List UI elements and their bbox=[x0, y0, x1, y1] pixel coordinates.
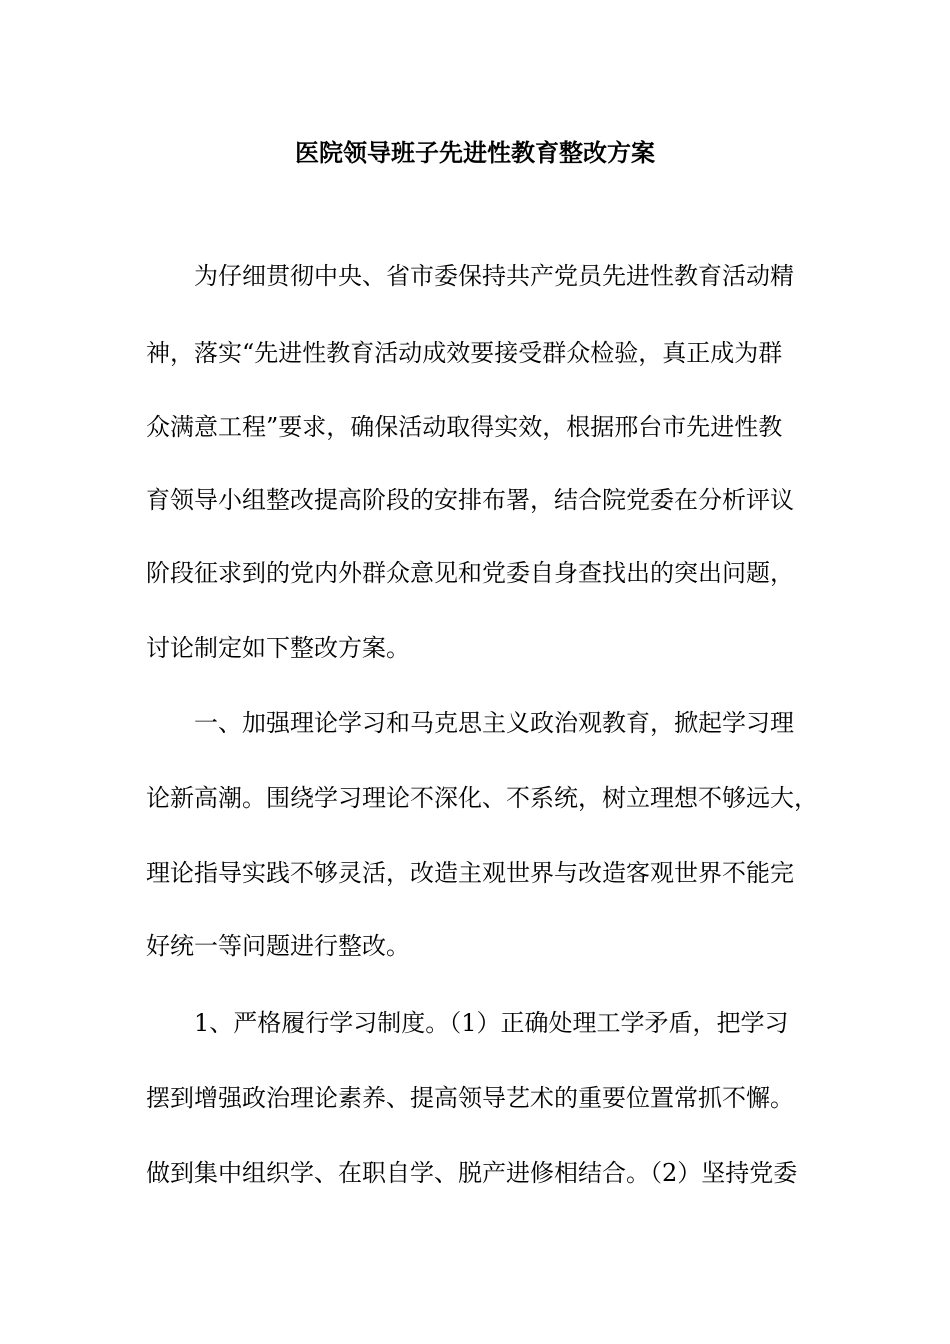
paragraph-line-13: 做到集中组织学、在职自学、脱产进修相结合。（2）坚持党委 bbox=[146, 1159, 798, 1187]
paragraph-line-6: 讨论制定如下整改方案。 bbox=[146, 634, 410, 662]
paragraph-line-5: 阶段征求到的党内外群众意见和党委自身查找出的突出问题， bbox=[146, 559, 794, 587]
paragraph-line-9: 理论指导实践不够灵活，改造主观世界与改造客观世界不能完 bbox=[146, 859, 794, 887]
paragraph-line-4: 育领导小组整改提高阶段的安排布署，结合院党委在分析评议 bbox=[146, 486, 794, 514]
paragraph-line-8: 论新高潮。围绕学习理论不深化、不系统，树立理想不够远大， bbox=[146, 784, 818, 812]
paragraph-line-3: 众满意工程”要求，确保活动取得实效，根据邢台市先进性教 bbox=[146, 413, 783, 441]
paragraph-line-11: 1、严格履行学习制度。（1）正确处理工学矛盾，把学习 bbox=[194, 1009, 789, 1037]
paragraph-line-10: 好统一等问题进行整改。 bbox=[146, 932, 410, 960]
paragraph-line-7: 一、加强理论学习和马克思主义政治观教育，掀起学习理 bbox=[194, 709, 794, 737]
document-title: 医院领导班子先进性教育整改方案 bbox=[295, 138, 655, 167]
paragraph-line-1: 为仔细贯彻中央、省市委保持共产党员先进性教育活动精 bbox=[194, 262, 794, 290]
paragraph-line-12: 摆到增强政治理论素养、提高领导艺术的重要位置常抓不懈。 bbox=[146, 1084, 794, 1112]
paragraph-line-2: 神，落实“先进性教育活动成效要接受群众检验，真正成为群 bbox=[146, 339, 783, 367]
